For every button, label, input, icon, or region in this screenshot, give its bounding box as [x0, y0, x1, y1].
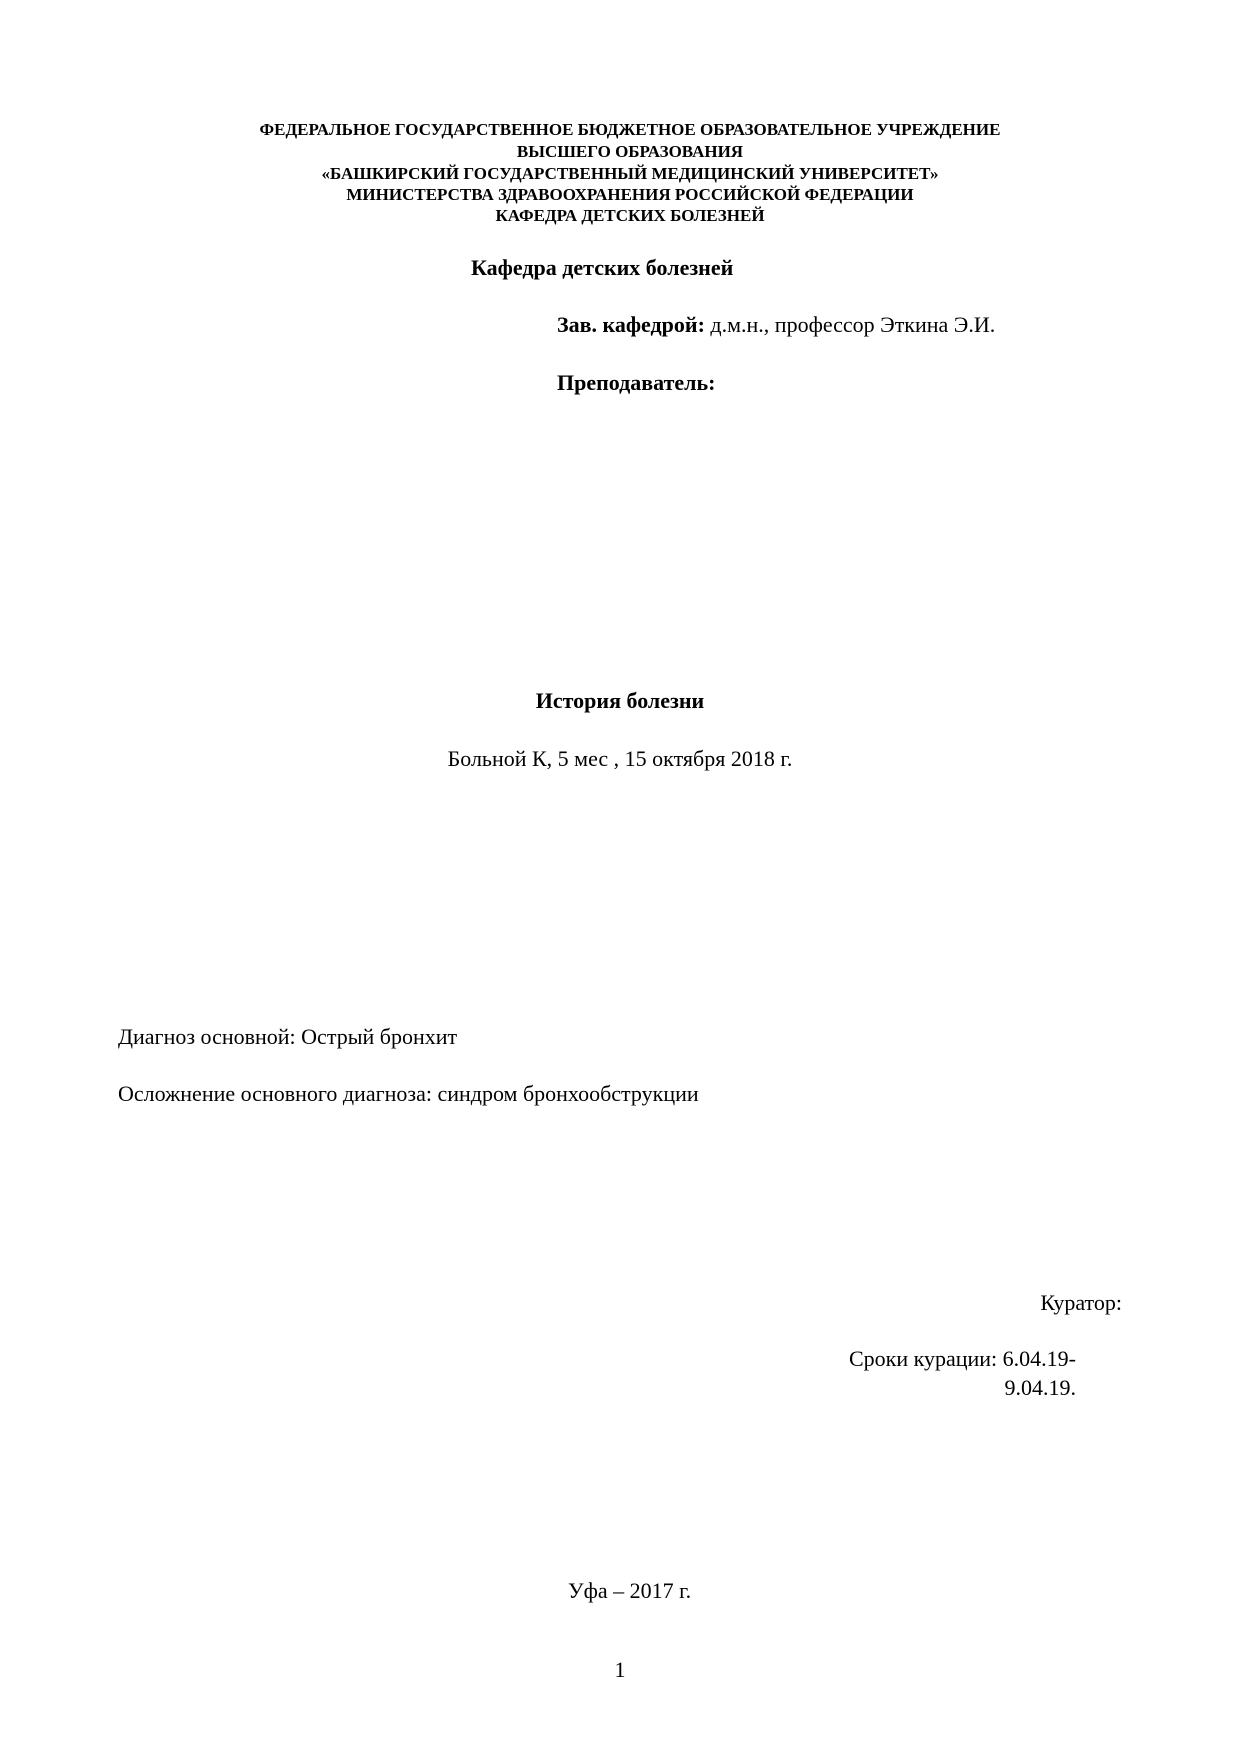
patient-line: Больной К, 5 мес , 15 октября 2018 г. [447, 746, 793, 771]
curation-period-line-1: Сроки курации: 6.04.19- [848, 1346, 1076, 1371]
curation-period-line-2: 9.04.19. [1004, 1375, 1076, 1400]
department-title: Кафедра детских болезней [471, 255, 734, 280]
page-number: 1 [614, 1657, 626, 1682]
header-line-5: КАФЕДРА ДЕТСКИХ БОЛЕЗНЕЙ [495, 206, 765, 225]
curator-label: Куратор: [1040, 1290, 1122, 1315]
header-line-1: ФЕДЕРАЛЬНОЕ ГОСУДАРСТВЕННОЕ БЮДЖЕТНОЕ ОБРАЗОВАТЕЛЬНОЕ УЧРЕЖДЕНИЕ [259, 120, 1001, 139]
diagnosis-main: Диагноз основной: Острый бронхит [118, 1024, 458, 1049]
diagnosis-complication: Осложнение основного диагноза: синдром бронхообструкции [118, 1081, 699, 1106]
head-of-department [557, 314, 995, 336]
document-title: История болезни [535, 688, 705, 713]
head-of-department-value: д.м.н., профессор Эткина Э.И. [704, 312, 996, 337]
head-of-department-label: Зав. кафедрой: [557, 312, 705, 337]
header-line-3: «БАШКИРСКИЙ ГОСУДАРСТВЕННЫЙ МЕДИЦИНСКИЙ УНИВЕРСИТЕТ» [321, 164, 939, 183]
teacher-label: Преподаватель: [557, 370, 716, 395]
header-line-2: ВЫСШЕГО ОБРАЗОВАНИЯ [516, 142, 744, 161]
header-line-4: МИНИСТЕРСТВА ЗДРАВООХРАНЕНИЯ РОССИЙСКОЙ ФЕДЕРАЦИИ [346, 185, 914, 204]
city-year: Уфа – 2017 г. [568, 1578, 692, 1603]
